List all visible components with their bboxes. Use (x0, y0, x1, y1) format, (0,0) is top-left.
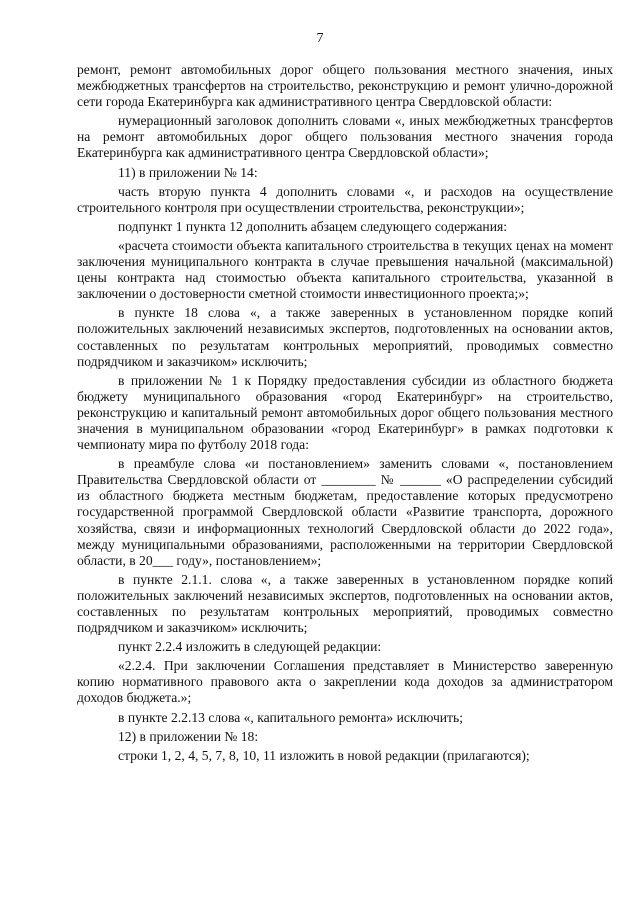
paragraph-quoted-calculation: «расчета стоимости объекта капитального строительства в текущих ценах на момент заключения муниципального контракта в случае превышения начальной (максимальной) цены контракта над стоимостью объекта капитального строительства, указанной в заключении о достоверности сметной стоимости инвестиционного проекта;»; (77, 237, 613, 302)
paragraph-point-2-2-13: в пункте 2.2.13 слова «, капитального ремонта» исключить; (118, 709, 463, 725)
paragraph-rows: строки 1, 2, 4, 5, 7, 8, 10, 11 изложить в новой редакции (прилагаются); (118, 747, 530, 763)
paragraph-item-11: 11) в приложении № 14: (118, 164, 258, 180)
paragraph-preamble: в преамбуле слова «и постановлением» заменить словами «, постановлением Правительства Свердловской области от ________ № ______ «О распределении субсидий из областного бюджета местным бюджетам, предоставление которых предусмотрено государственной программой Свердловской области «Развитие транспорта, дорожного хозяйства, связи и информационных технологий Свердловской области до 2022 года», между муниципальными образованиями, расположенными на территории Свердловской области, в 20___ году», постановлением»; (77, 456, 613, 568)
paragraph-continuation: ремонт, ремонт автомобильных дорог общего пользования местного значения, иных межбюджетных трансфертов на строительство, реконструкцию и ремонт улично-дорожной сети города Екатеринбурга как административного центра Свердловской области: (77, 62, 613, 110)
paragraph-point-18: в пункте 18 слова «, а также заверенных в установленном порядке копий положительных заключений независимых экспертов, подготовленных на основании актов, составленных по результатам контрольных мероприятий, проводимых совместно подрядчиком и заказчиком» исключить; (77, 305, 613, 369)
paragraph-quoted-2-2-4: «2.2.4. При заключении Соглашения представляет в Министерство заверенную копию нормативного правового акта о закреплении кода доходов за администратором доходов бюджета.»; (77, 658, 613, 706)
paragraph-point-2-2-4: пункт 2.2.4 изложить в следующей редакции: (118, 639, 382, 655)
paragraph-item-12: 12) в приложении № 18: (118, 728, 259, 744)
paragraph-point-4: часть вторую пункта 4 дополнить словами «, и расходов на осуществление строительного контроля при осуществлении строительства, реконструкции»; (77, 183, 613, 215)
paragraph-point-2-1-1: в пункте 2.1.1. слова «, а также заверенных в установленном порядке копий положительных заключений независимых экспертов, подготовленных на основании актов, составленных по результатам контрольных мероприятий, проводимых совместно подрядчиком и заказчиком» исключить; (77, 571, 613, 636)
paragraph-heading-amendment: нумерационный заголовок дополнить словами «, иных межбюджетных трансфертов на ремонт автомобильных дорог общего пользования местного значения города Екатеринбурга как административного центра Свердловской области»; (77, 113, 613, 161)
paragraph-appendix-1: в приложении № 1 к Порядку предоставления субсидии из областного бюджета бюджету муниципального образования «город Екатеринбург» на строительство, реконструкцию и капитальный ремонт автомобильных дорог общего пользования местного значения в муниципальном образовании «город Екатеринбург» в рамках подготовки к чемпионату мира по футболу 2018 года: (77, 372, 613, 453)
document-body (77, 62, 613, 764)
page-number: 7 (316, 31, 324, 46)
paragraph-point-12: подпункт 1 пункта 12 дополнить абзацем следующего содержания: (118, 218, 508, 234)
